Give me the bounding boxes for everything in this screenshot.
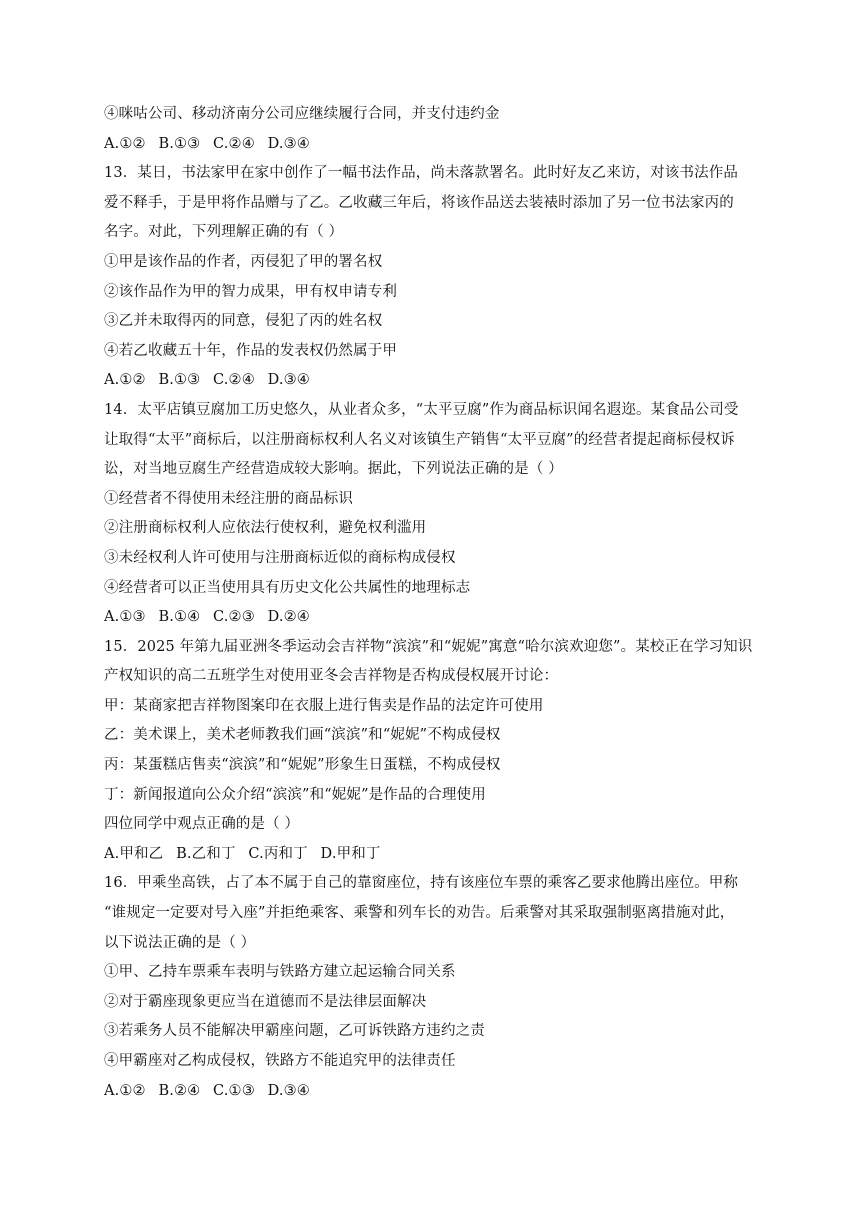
q14-item-1: ①经营者不得使用未经注册的商品标识 xyxy=(104,490,354,507)
q16-item-3: ③若乘务人员不能解决甲霸座问题，乙可诉铁路方违约之责 xyxy=(104,1023,485,1040)
q16-item-2: ②对于霸座现象更应当在道德而不是法律层面解决 xyxy=(104,993,427,1010)
q13-item-2: ②该作品作为甲的智力成果，甲有权申请专利 xyxy=(104,283,397,300)
q15-options: A.甲和乙 B.乙和丁 C.丙和丁 D.甲和丁 xyxy=(104,845,381,862)
q15-stem-line-1: 15．2025 年第九届亚洲冬季运动会吉祥物“滨滨”和“妮妮”寓意“哈尔滨欢迎您”。某校正在学习知识 xyxy=(104,638,753,655)
q16-stem-line-2: “谁规定一定要对号入座”并拒绝乘客、乘警和列车长的劝告。后乘警对其采取强制驱离措施对此， xyxy=(104,905,735,922)
q14-options: A.①③ B.①④ C.②③ D.②④ xyxy=(104,609,310,626)
q15-stem-line-2: 产权知识的高二五班学生对使用亚冬会吉祥物是否构成侵权展开讨论： xyxy=(104,668,559,685)
q14-stem-line-1: 14．太平店镇豆腐加工历史悠久，从业者众多，“太平豆腐”作为商品标识闻名遐迩。某食品公司受 xyxy=(104,401,739,418)
q13-options: A.①② B.①③ C.②④ D.③④ xyxy=(104,372,310,389)
q15-question: 四位同学中观点正确的是（ ） xyxy=(104,816,300,833)
q16-stem-line-1: 16．甲乘坐高铁，占了本不属于自己的靠窗座位，持有该座位车票的乘客乙要求他腾出座位。甲称 xyxy=(104,875,739,892)
q13-stem-line-3: 名字。对此，下列理解正确的有（ ） xyxy=(104,224,344,241)
document-page xyxy=(104,100,764,1106)
q16-item-4: ④甲霸座对乙构成侵权，铁路方不能追究甲的法律责任 xyxy=(104,1053,456,1069)
q16-item-1: ①甲、乙持车票乘车表明与铁路方建立起运输合同关系 xyxy=(104,964,456,981)
q14-stem-line-2: 让取得“太平”商标后，以注册商标权利人名义对该镇生产销售“太平豆腐”的经营者提起商标侵权诉 xyxy=(104,431,735,448)
q13-item-3: ③乙并未取得丙的同意，侵犯了丙的姓名权 xyxy=(104,313,383,330)
q12-item-4: ④咪咕公司、移动济南分公司应继续履行合同，并支付违约金 xyxy=(104,106,500,122)
q13-item-1: ①甲是该作品的作者，丙侵犯了甲的署名权 xyxy=(104,253,383,270)
q14-item-2: ②注册商标权利人应依法行使权利，避免权利滥用 xyxy=(104,520,427,537)
q14-stem-line-3: 讼，对当地豆腐生产经营造成较大影响。据此，下列说法正确的是（ ） xyxy=(104,461,563,478)
q13-stem-line-1: 13．某日，书法家甲在家中创作了一幅书法作品，尚未落款署名。此时好友乙来访，对该书法作品 xyxy=(104,165,739,182)
q12-options: A.①② B.①③ C.②④ D.③④ xyxy=(104,135,310,152)
q15-item-jia: 甲：某商家把吉祥物图案印在衣服上进行售卖是作品的法定许可使用 xyxy=(104,697,544,714)
q13-stem-line-2: 爱不释手，于是甲将作品赠与了乙。乙收藏三年后，将该作品送去装裱时添加了另一位书法家丙的 xyxy=(104,194,734,211)
q13-item-4: ④若乙收藏五十年，作品的发表权仍然属于甲 xyxy=(104,342,397,359)
q14-item-4: ④经营者可以正当使用具有历史文化公共属性的地理标志 xyxy=(104,579,471,596)
q15-item-bing: 丙：某蛋糕店售卖“滨滨”和“妮妮”形象生日蛋糕，不构成侵权 xyxy=(104,757,501,774)
q14-item-3: ③未经权利人许可使用与注册商标近似的商标构成侵权 xyxy=(104,549,456,566)
q16-stem-line-3: 以下说法正确的是（ ） xyxy=(104,934,256,951)
q16-options: A.①② B.②④ C.①③ D.③④ xyxy=(104,1082,310,1099)
q15-item-ding: 丁：新闻报道向公众介绍“滨滨”和“妮妮”是作品的合理使用 xyxy=(104,786,486,803)
q15-item-yi: 乙：美术课上，美术老师教我们画“滨滨”和“妮妮”不构成侵权 xyxy=(104,727,501,744)
